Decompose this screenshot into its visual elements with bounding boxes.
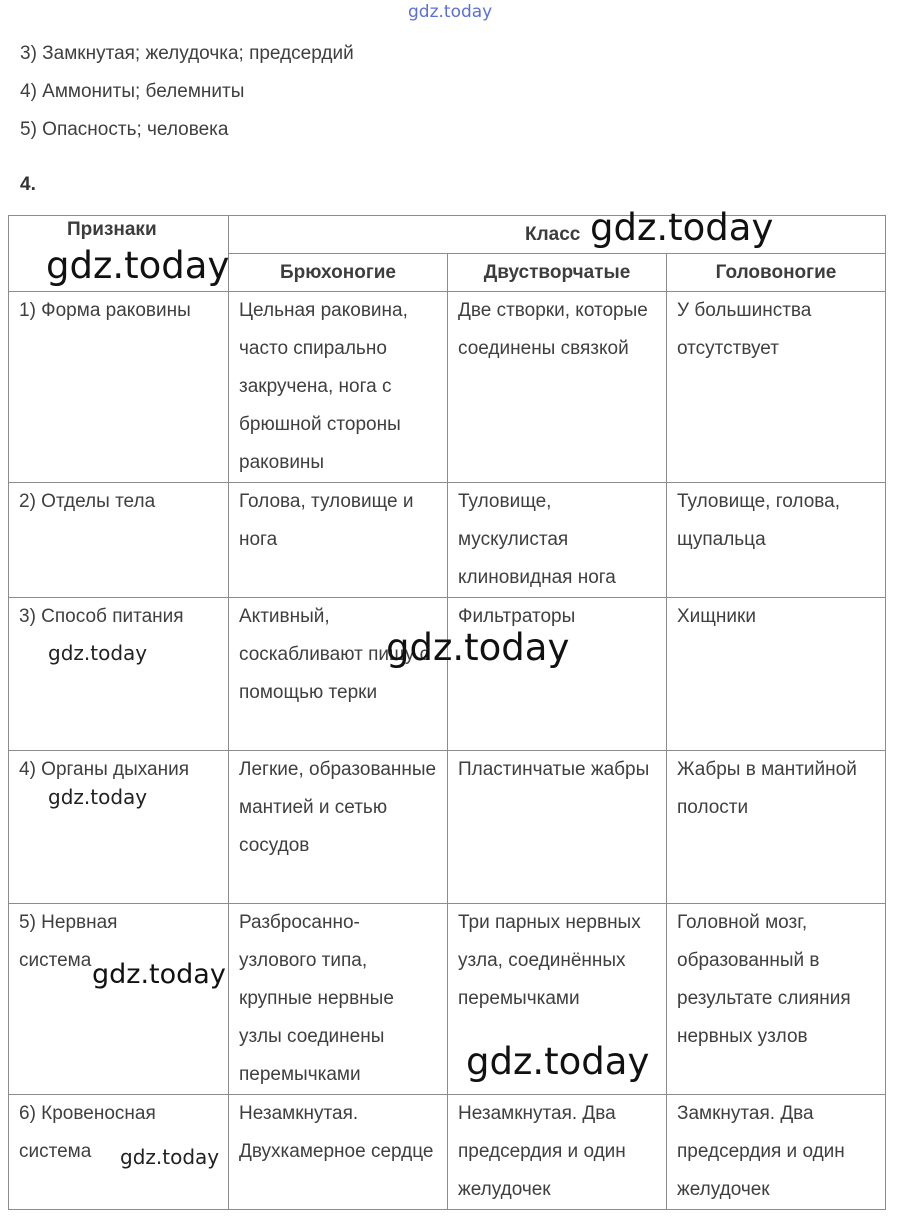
- table-cell: Туловище, голова, щупальца: [667, 483, 886, 598]
- row-feature: 3) Способ питания: [9, 598, 229, 751]
- table-row: [9, 483, 886, 598]
- row-feature: 1) Форма раковины: [9, 292, 229, 483]
- table-cell: Хищники: [667, 598, 886, 751]
- table-cell: Незамкнутая. Двухкамерное сердце: [229, 1095, 448, 1210]
- question-number: 4.: [20, 174, 36, 195]
- watermark: gdz.today: [590, 206, 774, 249]
- watermark-top: gdz.today: [408, 2, 493, 22]
- watermark: gdz.today: [92, 959, 226, 990]
- watermark: gdz.today: [46, 244, 230, 287]
- watermark: gdz.today: [466, 1040, 650, 1083]
- row-feature: 6) Кровеносная система: [9, 1095, 229, 1210]
- class-gastropoda: Брюхоногие: [229, 254, 448, 292]
- watermark: gdz.today: [48, 641, 148, 665]
- row-feature: 5) Нервная система: [9, 904, 229, 1095]
- table-cell: Три парных нервных узла, соединённых перемычками: [448, 904, 667, 1095]
- table-row: [9, 904, 886, 1095]
- table-cell: Пластинчатые жабры: [448, 751, 667, 904]
- table-cell: Незамкнутая. Два предсердия и один желудочек: [448, 1095, 667, 1210]
- table-cell: Активный, соскабливают пищу с помощью терки: [229, 598, 448, 751]
- answer-3: 3) Замкнутая; желудочка; предсердий: [20, 43, 354, 64]
- table-cell: Цельная раковина, часто спирально закручена, нога с брюшной стороны раковины: [229, 292, 448, 483]
- table-cell: Туловище, мускулистая клиновидная нога: [448, 483, 667, 598]
- class-bivalvia: Двустворчатые: [448, 254, 667, 292]
- table-cell: Разбросанно-узлового типа, крупные нервные узлы соединены перемычками: [229, 904, 448, 1095]
- row-feature: 2) Отделы тела: [9, 483, 229, 598]
- row-feature: 4) Органы дыхания: [9, 751, 229, 904]
- header-class: Класс: [229, 216, 886, 254]
- table-cell: Фильтраторы: [448, 598, 667, 751]
- table-cell: Жабры в мантийной полости: [667, 751, 886, 904]
- class-cephalopoda: Головоногие: [667, 254, 886, 292]
- answer-5: 5) Опасность; человека: [20, 119, 229, 140]
- mollusc-table: [8, 215, 886, 1210]
- table-cell: Легкие, образованные мантией и сетью сосудов: [229, 751, 448, 904]
- watermark: gdz.today: [386, 626, 570, 669]
- header-feature: Признаки: [9, 216, 229, 292]
- table-cell: Головной мозг, образованный в результате слияния нервных узлов: [667, 904, 886, 1095]
- table-row: [9, 751, 886, 904]
- watermark: gdz.today: [120, 1145, 220, 1169]
- table-cell: У большинства отсутствует: [667, 292, 886, 483]
- table-cell: Замкнутая. Два предсердия и один желудочек: [667, 1095, 886, 1210]
- answer-4: 4) Аммониты; белемниты: [20, 81, 245, 102]
- watermark: gdz.today: [48, 785, 148, 809]
- table-row: [9, 598, 886, 751]
- table-cell: Две створки, которые соединены связкой: [448, 292, 667, 483]
- table-cell: Голова, туловище и нога: [229, 483, 448, 598]
- table-row: [9, 292, 886, 483]
